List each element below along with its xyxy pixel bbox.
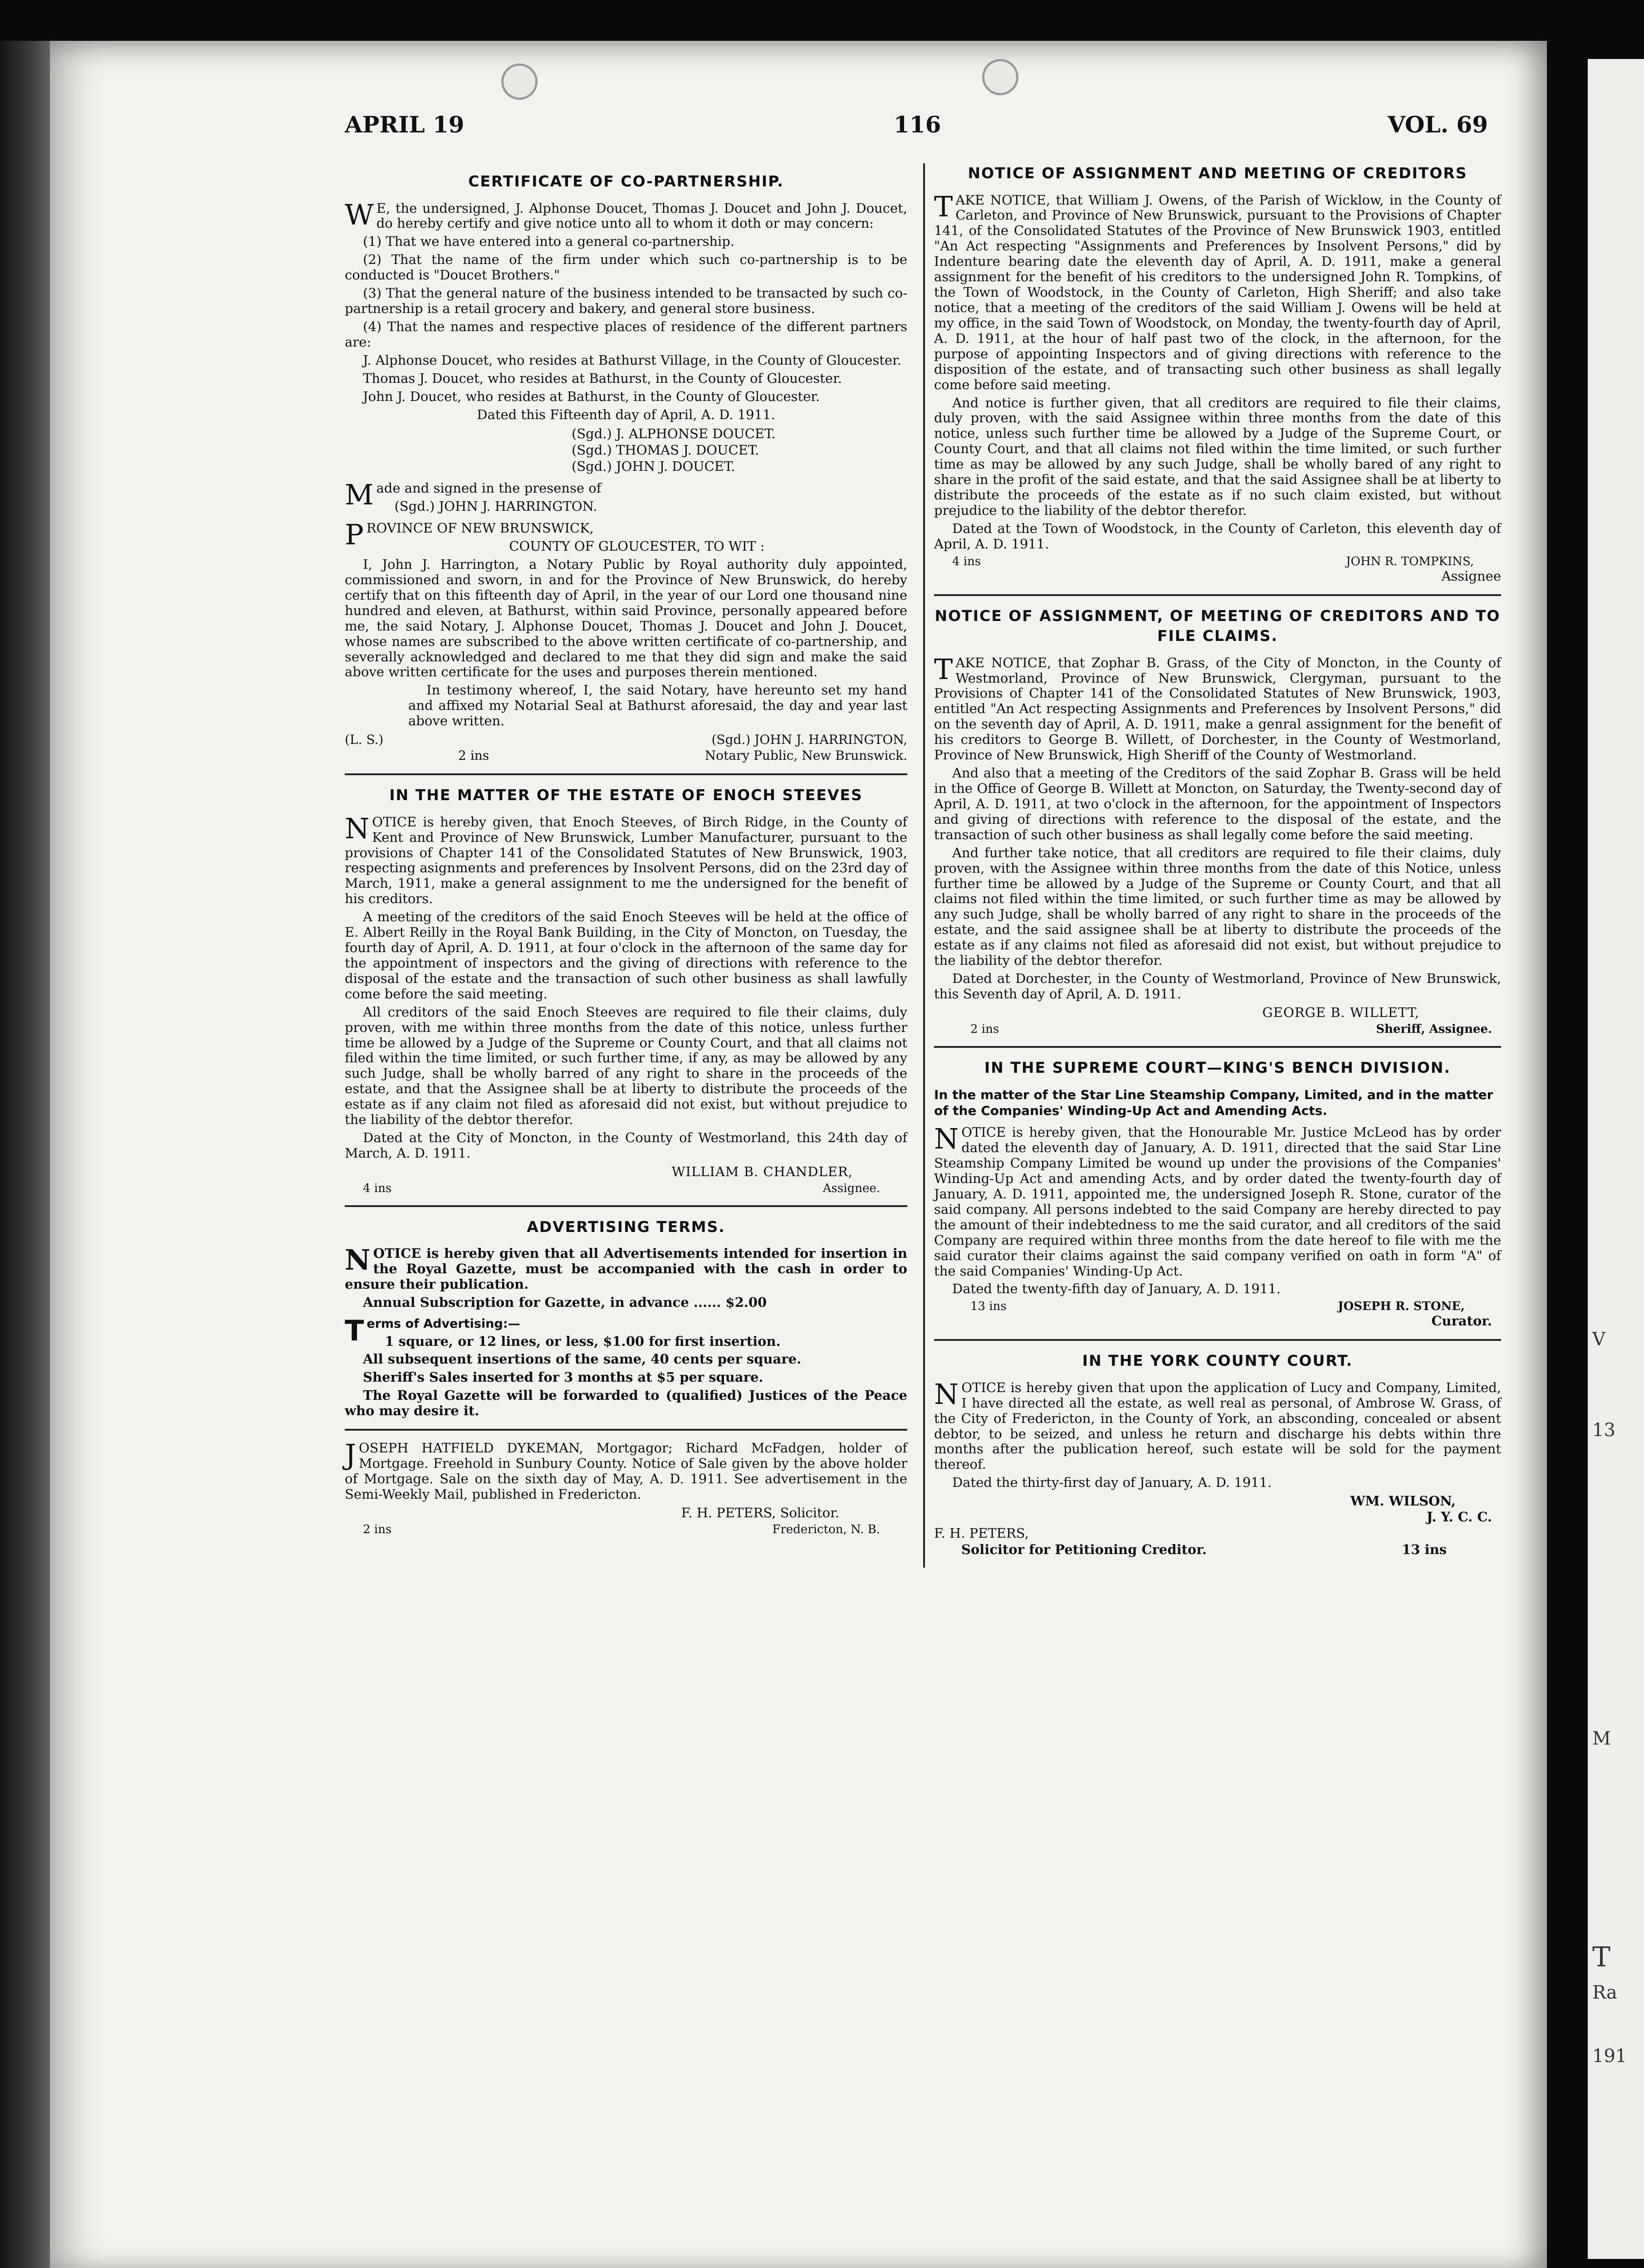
signature-block	[934, 568, 1501, 584]
solicitor-role: Solicitor for Petitioning Creditor.	[961, 1542, 1207, 1558]
signature-role: Curator.	[1431, 1313, 1492, 1329]
section-title: NOTICE OF ASSIGNMENT, OF MEETING OF CREDITORS AND TO FILE CLAIMS.	[935, 606, 1501, 645]
county-line: COUNTY OF GLOUCESTER, TO WIT :	[509, 538, 765, 554]
signature-role: Assignee	[1441, 568, 1501, 584]
signature-block	[934, 1313, 1501, 1329]
solicitor-name: F. H. PETERS,	[934, 1525, 1029, 1541]
header-volume: VOL. 69	[1387, 111, 1488, 138]
advertising-terms	[345, 1217, 907, 1419]
terms-line: Sheriff's Sales inserted for 3 months at $5 per square.	[363, 1369, 763, 1385]
section-subtitle: In the matter of the Star Line Steamship Company, Limited, and in the matter of the Companies' Winding-Up Act and Amending Acts.	[934, 1087, 1493, 1119]
notice-paragraph: And also that a meeting of the Creditors of the said Zophar B. Grass will be held in the Office of George B. Willett at Moncton, on Saturday, the Twenty-second day of April, A. D. 1911, at two o'clock in the afternoon, for the appointment of Inspectors and giving of directions with reference to the disposal of the estate, and the transaction of such other business as shall legally come before the said meeting.	[934, 765, 1501, 842]
scrap-text: 191	[1592, 2046, 1627, 2067]
signature-name: JOHN R. TOMPKINS,	[1346, 554, 1474, 568]
notice-paragraph: And notice is further given, that all creditors are required to file their claims, duly proven, with the said Assignee within three months from the date of this notice, unless such further time be allowed by a Judge of the Supreme Court, or County Court, and that all claims not filed within the time limited, or such further time as may be allowed by any such Judge, shall be wholly bared of any right to share in the profit of the said estate, and that the said Assignee shall be at liberty to distribute the proceeds of the estate as if no such claim existed, but without prejudice to the liability of the debtor therefor.	[934, 395, 1501, 518]
owens-assignment-notice	[934, 163, 1501, 584]
insertion-count: 13 ins	[970, 1300, 1007, 1314]
ins-role-row	[345, 1523, 907, 1536]
dated-line: Dated at Dorchester, in the County of Westmorland, Province of New Brunswick, this Seventh day of April, A. D. 1911.	[934, 971, 1501, 1002]
page-header	[345, 111, 1488, 147]
signature-block	[934, 1005, 1501, 1021]
solicitor-row	[934, 1541, 1501, 1558]
section-title: IN THE MATTER OF THE ESTATE OF ENOCH STEEVES	[389, 786, 863, 804]
notice-paragraph: And further take notice, that all creditors are required to file their claims, duly proven, with the Assignee within three months from the date of this Notice, unless further time be allowed by a Judge of the Supreme or County Court, and that all claims not filed within the time limited, or such further time as may be allowed by any such Judge, shall be wholly barred of any right to share in the proceeds of the estate, and the said assignee shall be at liberty to distribute the proceeds of the estate as if any claims not filed as aforesaid did not exist, but without prejudice to the liability of the debtor therefor.	[934, 845, 1501, 968]
insertion-count: 4 ins	[363, 1181, 392, 1195]
section-divider	[934, 1339, 1501, 1341]
ins-role-row	[345, 1182, 907, 1195]
header-date: APRIL 19	[345, 111, 465, 138]
copartnership-notice	[345, 171, 907, 763]
signature-name: JOSEPH R. STONE,	[1338, 1300, 1465, 1314]
signature-name: GEORGE B. WILLETT,	[1262, 1004, 1419, 1020]
subscription-line: Annual Subscription for Gazette, in advance ...... $2.00	[363, 1295, 767, 1310]
signature-line: (Sgd.) THOMAS J. DOUCET.	[572, 442, 759, 458]
section-divider	[934, 594, 1501, 596]
notice-paragraph: A meeting of the creditors of the said Enoch Steeves will be held at the office of E. Albert Reilly in the Royal Bank Building, in the City of Moncton, on Tuesday, the fourth day of April, A. D. 1911, at four o'clock in the afternoon of the same day for the appointment of inspectors and the giving of directions with reference to the disposal of the estate and the transaction of such other business as shall lawfully come before the said meeting.	[345, 909, 907, 1002]
section-divider	[345, 1205, 907, 1207]
province-line: PROVINCE OF NEW BRUNSWICK,	[345, 518, 594, 552]
terms-line: The Royal Gazette will be forwarded to (qualified) Justices of the Peace who may desire it.	[345, 1388, 907, 1419]
signature-role: Assignee.	[822, 1181, 880, 1195]
scrap-text: 13	[1592, 1420, 1615, 1441]
notice-paragraph: WE, the undersigned, J. Alphonse Doucet, Thomas J. Doucet and John J. Doucet, do hereby certify and give notice unto all to whom it doth or may concern:	[345, 198, 907, 231]
solicitor-block	[934, 1525, 1501, 1558]
notice-paragraph: JOSEPH HATFIELD DYKEMAN, Mortgagor; Richard McFadgen, holder of Mortgage. Freehold in Sunbury County. Notice of Sale given by the above holder of Mortgage. Sale on the sixth day of May, A. D. 1911. See advertisement in the Semi-Weekly Mail, published in Fredericton.	[345, 1438, 907, 1502]
terms-heading: Terms of Advertising:—	[345, 1314, 520, 1347]
notice-paragraph: NOTICE is hereby given, that the Honourable Mr. Justice McLeod has by order dated the eleventh day of January, A. D. 1911, directed that the said Star Line Steamship Company Limited be wound up under the provisions of the Companies' Winding-Up Act and amending Acts, and by order dated the twenty-fourth day of January, A. D. 1911, appointed me, the undersigned Joseph R. Stone, curator of the said company. All persons indebted to the said Company are hereby directed to pay the amount of their indebtedness to me the said curator, and all creditors of the said Company are required within three months from the date hereof to file with me the said curator their claims against the said company verified on oath in form "A" of the said Companies' Winding-Up Act.	[934, 1122, 1501, 1279]
scrap-text: V	[1592, 1329, 1605, 1350]
signature-role: Sheriff, Assignee.	[1376, 1022, 1492, 1036]
dated-line: Dated the thirty-first day of January, A. D. 1911.	[952, 1475, 1272, 1491]
signature-block	[345, 1505, 907, 1521]
signature-role: J. Y. C. C.	[1426, 1509, 1492, 1525]
dated-line: Dated this Fifteenth day of April, A. D. 1911.	[477, 406, 775, 422]
signature-line: (Sgd.) J. ALPHONSE DOUCET.	[572, 425, 776, 441]
notice-item: Thomas J. Doucet, who resides at Bathurst, in the County of Gloucester.	[363, 370, 842, 386]
signature-name: WILLIAM B. CHANDLER,	[671, 1163, 853, 1179]
section-title: ADVERTISING TERMS.	[527, 1217, 725, 1236]
insertion-count: 13 ins	[1402, 1542, 1447, 1558]
notary-role: Notary Public, New Brunswick.	[705, 748, 907, 763]
signature-block	[934, 1493, 1501, 1525]
dated-line: Dated at the City of Moncton, in the County of Westmorland, this 24th day of March, A. D. 1911.	[345, 1130, 907, 1161]
york-county-notice	[934, 1351, 1501, 1558]
signature-line: (Sgd.) JOHN J. DOUCET.	[572, 459, 735, 474]
notice-paragraph: TAKE NOTICE, that William J. Owens, of the Parish of Wicklow, in the County of Carleton, and Province of New Brunswick, pursuant to the Provisions of Chapter 141, of the Consolidated Statutes of the Province of New Brunswick 1903, entitled "An Act respecting "Assignments and Preferences by Insolvent Persons," did by Indenture bearing date the eleventh day of April, A. D. 1911, make a general assignment for the benefit of his creditors to the undersigned John R. Tompkins, of the Town of Woodstock, in the County of Carleton, High Sheriff; and also take notice, that a meeting of the creditors of the said William J. Owens will be held at my office, in the said Town of Woodstock, on Monday, the twenty-fourth day of April, A. D. 1911, at the hour of half past two of the clock, in the afternoon, for the purpose of appointing Inspectors and of giving directions with reference to the disposition of the estate, and of transacting such other business as shall legally come before said meeting.	[934, 190, 1501, 392]
notice-paragraph: NOTICE is hereby given that all Advertisements intended for insertion in the Royal Gazette, must be accompanied with the cash in order to ensure their publication.	[345, 1243, 907, 1292]
star-line-notice	[934, 1058, 1501, 1329]
signature-name: F. H. PETERS, Solicitor.	[681, 1505, 839, 1520]
section-divider	[345, 773, 907, 775]
scrap-text: T	[1592, 1941, 1611, 1973]
ins-sig-row	[934, 1300, 1501, 1313]
grass-assignment-notice	[934, 606, 1501, 1036]
notice-item: J. Alphonse Doucet, who resides at Bathurst Village, in the County of Gloucester.	[363, 352, 901, 368]
insertion-count: 2 ins	[363, 1522, 392, 1536]
insertion-count: 4 ins	[952, 554, 981, 568]
scrap-text: Ra	[1592, 1982, 1617, 2003]
section-divider	[345, 1429, 907, 1431]
section-divider	[934, 1046, 1501, 1048]
punch-hole	[982, 59, 1018, 95]
seal-mark: (L. S.)	[345, 732, 384, 748]
signature-name: WM. WILSON,	[1350, 1493, 1456, 1509]
notice-paragraph: TAKE NOTICE, that Zophar B. Grass, of the City of Moncton, in the County of Westmorland, Province of New Brunswick, Clergyman, pursuant to the Provisions of Chapter 141 of the Consolidated Statutes of New Brunswick, 1903, entitled "An Act respecting Assignments and Preferences by Insolvent Persons," did on the seventh day of April, A. D. 1911, make a genral assignment for the benefit of his creditors to George B. Willett, of Dorchester, in the County of Westmorland, Province of New Brunswick, High Sheriff of the County of Westmorland.	[934, 652, 1501, 763]
made-signed-line: Made and signed in the presense of	[345, 478, 602, 512]
notice-item: (4) That the names and respective places of residence of the different partners are:	[345, 319, 907, 350]
section-title: CERTIFICATE OF CO-PARTNERSHIP.	[468, 172, 784, 190]
notary-paragraph: I, John J. Harrington, a Notary Public by Royal authority duly appointed, commissioned and sworn, in and for the Province of New Brunswick, do hereby certify that on this fifteenth day of April, in the year of our Lord one thousand nine hundred and eleven, at Bathurst, within said Province, personally appeared before me, the said Notary, J. Alphonse Doucet, Thomas J. Doucet and John J. Doucet, whose names are subscribed to the above written certificate of co-partnership, and severally acknowledged and declared to me that they did sign and make the said above written certificate for the uses and purposes therein mentioned.	[345, 556, 907, 680]
notary-signature-row	[345, 732, 907, 748]
terms-line: 1 square, or 12 lines, or less, $1.00 for first insertion.	[385, 1333, 781, 1349]
steeves-estate-notice	[345, 785, 907, 1195]
signature-block	[572, 425, 907, 475]
book-binding-edge	[0, 41, 54, 2268]
signature-place: Fredericton, N. B.	[772, 1522, 880, 1536]
dated-line: Dated the twenty-fifth day of January, A. D. 1911.	[952, 1281, 1281, 1297]
section-title: NOTICE OF ASSIGNMENT AND MEETING OF CREDITORS	[968, 164, 1468, 182]
adjacent-page-edge	[1588, 59, 1644, 2259]
notice-item: John J. Doucet, who resides at Bathurst, in the County of Gloucester.	[363, 388, 820, 404]
section-title: IN THE SUPREME COURT—KING'S BENCH DIVISION.	[984, 1058, 1451, 1076]
notary-role-row	[345, 748, 907, 763]
dykeman-notice	[345, 1438, 907, 1536]
notice-paragraph: All creditors of the said Enoch Steeves are required to file their claims, duly proven, with me within three months from the date of this notice, unless further time be allowed by a Judge of the Supreme or County Court, and that all claims not filed within the time limited, or such further time, if any, as may be allowed by any such Judge, shall be wholly barred of any right to share in the proceeds of the estate, and that the Assignee shall be at liberty to distribute the proceeds of the estate as if any claim not filed as aforesaid did not exist, but without prejudice to the liability of the debtor therefor.	[345, 1004, 907, 1128]
page-number: 116	[894, 111, 941, 138]
insertion-count: 2 ins	[970, 1022, 999, 1036]
signature-block	[345, 1164, 907, 1180]
ins-role-row	[934, 1022, 1501, 1036]
right-column	[923, 163, 1501, 1568]
punch-hole	[501, 64, 538, 100]
ins-sig-row	[934, 555, 1501, 568]
terms-line: All subsequent insertions of the same, 40 cents per square.	[363, 1351, 802, 1367]
notice-item: (3) That the general nature of the business intended to be transacted by such co-partnership is a retail grocery and bakery, and general store business.	[345, 285, 907, 317]
notice-paragraph: NOTICE is hereby given, that Enoch Steeves, of Birch Ridge, in the County of Kent and Province of New Brunswick, Lumber Manufacturer, pursuant to the provisions of Chapter 141 of the Consolidated Statutes of New Brunswick, 1903, respecting asignments and preferences by Insolvent Persons, did on the 23rd day of March, 1911, make a general assignment to me the undersigned for the benefit of his creditors.	[345, 811, 907, 907]
insertion-count: 2 ins	[458, 748, 489, 763]
notice-paragraph: NOTICE is hereby given that upon the application of Lucy and Company, Limited, I have directed all the estate, as well real as personal, of Ambrose W. Grass, of the City of Fredericton, in the County of York, an absconding, concealed or absent debtor, to be seized, and unless he return and discharge his debts within thre months after the publication hereof, such estate will be sold for the payment thereof.	[934, 1377, 1501, 1472]
section-title: IN THE YORK COUNTY COURT.	[1082, 1352, 1353, 1370]
left-column	[345, 163, 907, 1546]
notary-signature: (Sgd.) JOHN J. HARRINGTON,	[711, 732, 907, 748]
notice-item: (2) That the name of the firm under which such co-partnership is to be conducted is "Doucet Brothers."	[345, 252, 907, 283]
witness-line: (Sgd.) JOHN J. HARRINGTON.	[394, 499, 597, 514]
testimony-paragraph: In testimony whereof, I, the said Notary, have hereunto set my hand and affixed my Notarial Seal at Bathurst aforesaid, the day and year last above written.	[408, 682, 907, 729]
scrap-text: M	[1592, 1728, 1611, 1749]
dated-line: Dated at the Town of Woodstock, in the County of Carleton, this eleventh day of April, A. D. 1911.	[934, 520, 1501, 552]
notice-item: (1) That we have entered into a general co-partnership.	[363, 234, 735, 249]
